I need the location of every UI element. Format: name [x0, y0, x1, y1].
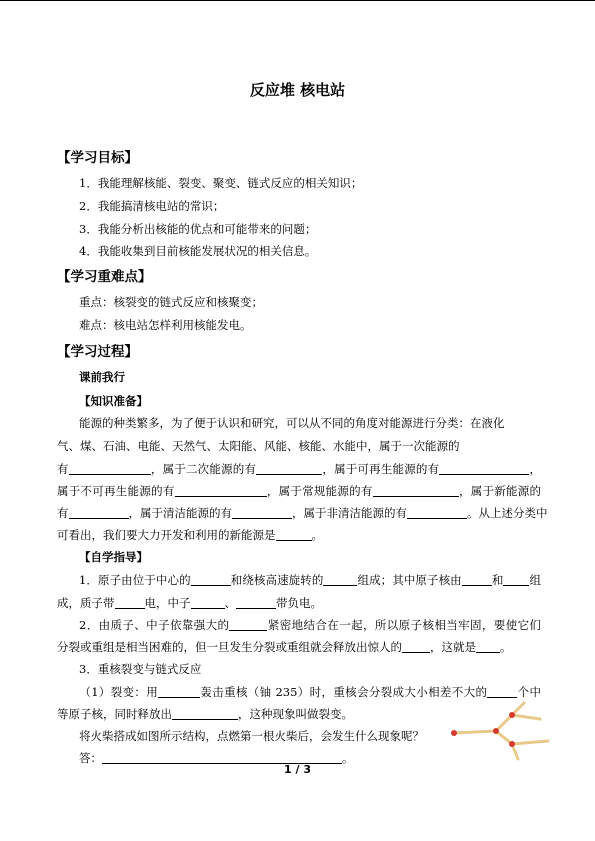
fill-blank[interactable] [229, 619, 267, 631]
text: 紧密地结合在一起，所以原子核相当牢固，要使它们 [267, 618, 541, 632]
fill-blank[interactable] [256, 463, 322, 475]
subheading-self-study: 【自学指导】 [79, 550, 148, 564]
text: 带负电。 [276, 596, 322, 610]
fill-blank[interactable] [407, 507, 467, 519]
text: ，属于清洁能源的有 [128, 506, 232, 520]
text: 个中 [517, 685, 541, 699]
answer-label: 答： [79, 751, 102, 765]
text: ，属于可再生能源的有 [322, 462, 440, 476]
text: 有 [57, 462, 69, 476]
page-top-rule [0, 0, 595, 1]
goal-item: 3．我能分析出核能的优点和可能带来的问题； [79, 222, 317, 236]
fill-blank[interactable] [69, 507, 129, 519]
text: ，这就是 [430, 640, 476, 654]
energy-para-line-6 [57, 528, 323, 542]
question-1-line-1 [57, 573, 541, 587]
match-head [493, 728, 499, 734]
section-heading-process: 【学习过程】 [57, 344, 138, 360]
text: 可看出，我们要大力开发和利用的新能源是 [57, 528, 276, 542]
text: ，属于二次能源的有 [150, 462, 257, 476]
matchstick [496, 731, 512, 744]
text: 1．原子由位于中心的 [79, 573, 191, 587]
text: 组 [529, 573, 542, 587]
question-3-title: 3．重核裂变与链式反应 [79, 662, 202, 676]
fill-blank[interactable] [323, 574, 357, 586]
text: 和绕核高速旋转的 [230, 573, 324, 587]
match-heads [451, 712, 515, 747]
text: 。 [500, 640, 512, 654]
matchstick [512, 715, 540, 719]
fill-blank[interactable] [191, 574, 231, 586]
fill-blank[interactable] [373, 485, 459, 497]
goal-item: 1．我能理解核能、裂变、聚变、链式反应的相关知识； [79, 176, 363, 190]
matchsticks [454, 703, 548, 759]
fission-line-2 [57, 707, 353, 721]
page-number: 1 / 3 [284, 763, 311, 776]
energy-para-line-5 [57, 506, 548, 520]
fill-blank[interactable] [158, 686, 200, 698]
text: 电，中子 [144, 596, 191, 610]
key-point: 重点：核裂变的链式反应和核聚变； [79, 295, 263, 309]
text: 成，质子带 [57, 596, 115, 610]
subheading-before-class: 课前我行 [79, 370, 125, 384]
text: （1）裂变：用 [79, 685, 159, 699]
section-heading-key-points: 【学习重难点】 [57, 269, 152, 285]
fill-blank[interactable] [503, 574, 529, 586]
text: 。从上述分类中 [467, 506, 548, 520]
subheading-knowledge-prep: 【知识准备】 [79, 394, 148, 408]
text: 等原子核，同时释放出 [57, 707, 172, 721]
page-title: 反应堆 核电站 [249, 81, 346, 99]
text: 2．由质子、中子依靠强大的 [79, 618, 230, 632]
text: ，这种现象叫做裂变。 [238, 707, 353, 721]
text: 。 [342, 751, 354, 765]
fill-blank[interactable] [175, 485, 267, 497]
goal-item: 4．我能收集到目前核能发展状况的相关信息。 [79, 244, 317, 258]
text: 、 [224, 596, 236, 610]
goal-item: 2．我能搞清核电站的常识； [79, 199, 225, 213]
match-head [451, 730, 457, 736]
fill-blank[interactable] [115, 597, 145, 609]
question-2-line-1 [57, 618, 541, 632]
matchstick [512, 741, 548, 744]
section-heading-goals: 【学习目标】 [57, 150, 138, 166]
fill-blank[interactable] [69, 463, 151, 475]
fill-blank[interactable] [232, 507, 292, 519]
text: 。 [311, 528, 323, 542]
fill-blank[interactable] [172, 708, 238, 720]
question-1-line-2 [57, 596, 322, 610]
question-2-line-2 [57, 640, 512, 654]
match-head [509, 741, 515, 747]
match-question: 将火柴搭成如图所示结构，点燃第一根火柴后，会发生什么现象呢？ [79, 729, 424, 743]
text: 属于不可再生能源的有 [57, 484, 175, 498]
text: ，属于非清洁能源的有 [292, 506, 407, 520]
fill-blank[interactable] [462, 574, 492, 586]
text: 轰击重核（铀 235）时，重核会分裂成大小相差不大的 [200, 685, 488, 699]
fill-blank[interactable] [402, 641, 430, 653]
text: ，属于新能源的 [458, 484, 542, 498]
fill-blank[interactable] [191, 597, 225, 609]
fill-blank[interactable] [276, 529, 312, 541]
match-head [509, 712, 515, 718]
fill-blank[interactable] [439, 463, 529, 475]
key-point: 难点：核电站怎样利用核能发电。 [79, 318, 252, 332]
text: 和 [491, 573, 504, 587]
fill-blank[interactable] [236, 597, 276, 609]
energy-para-line-4 [57, 484, 541, 498]
text: 组成；其中原子核由 [357, 573, 462, 587]
text: 分裂或重组是相当困难的，但一旦发生分裂或重组就会释放出惊人的 [57, 640, 402, 654]
text: ， [529, 462, 542, 476]
energy-para-line-2: 气、煤、石油、电能、天然气、太阳能、风能、核能、水能中，属于一次能源的 [57, 439, 460, 453]
fill-blank[interactable] [476, 641, 500, 653]
matchstick [454, 731, 496, 733]
text: ，属于常规能源的有 [266, 484, 373, 498]
energy-para-line-1: 能源的种类繁多，为了便于认识和研究，可以从不同的角度对能源进行分类：在液化 [79, 416, 505, 430]
text: 有 [57, 506, 69, 520]
energy-para-line-3 [57, 462, 541, 476]
match-structure-illustration [444, 695, 554, 763]
matchstick [496, 715, 512, 731]
